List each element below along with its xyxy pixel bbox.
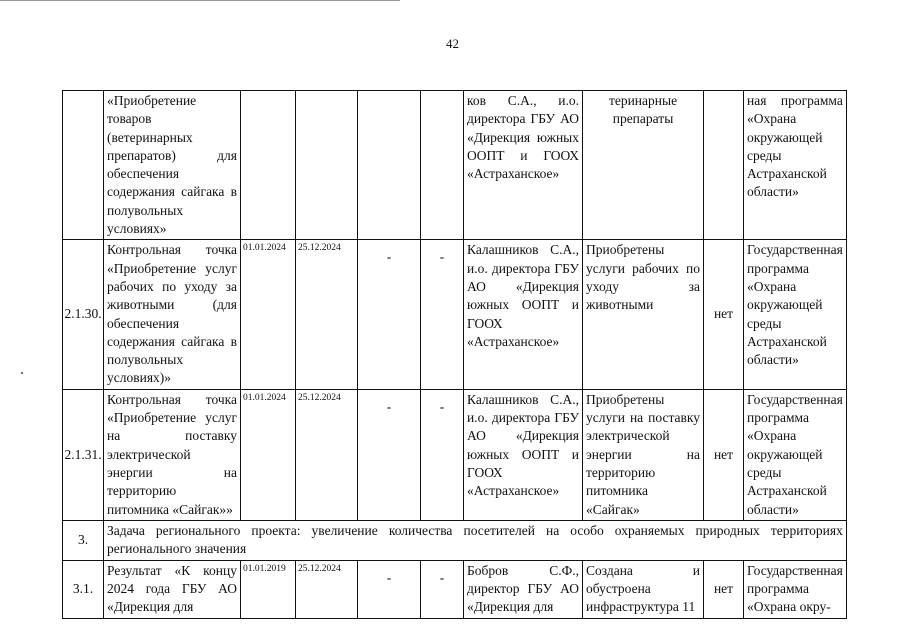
end-date: 25.12.2024 xyxy=(296,389,358,520)
flag xyxy=(704,91,744,240)
start-date: 01.01.2024 xyxy=(241,389,296,520)
event-name: «Приобретение товаров (ветеринарных препаратов) для обеспечения содержания сайгака в полувольных условиях» xyxy=(104,91,241,240)
task-text: Задача регионального проекта: увеличение количества посетителей на особо охраняемых природных территориях регионального значения xyxy=(104,520,847,560)
value-cell: - xyxy=(358,240,421,389)
table-row xyxy=(63,389,847,520)
responsible: ков С.А., и.о. директора ГБУ АО «Дирекция южных ООПТ и ГООХ «Астраханское» xyxy=(464,91,583,240)
end-date: 25.12.2024 xyxy=(296,240,358,389)
table-row xyxy=(63,91,847,240)
responsible: Калашников С.А., и.о. директора ГБУ АО «Дирекция южных ООПТ и ГООХ «Астраханское» xyxy=(464,240,583,389)
row-number: 2.1.30. xyxy=(63,240,104,389)
flag: нет xyxy=(704,240,744,389)
event-name: Результат «К концу 2024 года ГБУ АО «Дирекция для xyxy=(104,560,241,618)
value-cell: - xyxy=(358,560,421,618)
row-number xyxy=(63,91,104,240)
value-cell xyxy=(358,91,421,240)
table-row xyxy=(63,560,847,618)
scan-speck xyxy=(21,372,23,374)
value-cell: - xyxy=(421,560,464,618)
program: Государственная программа «Охрана окружающей среды Астраханской области» xyxy=(744,240,847,389)
flag: нет xyxy=(704,389,744,520)
flag: нет xyxy=(704,560,744,618)
value-cell: - xyxy=(421,389,464,520)
result: Приобретены услуги рабочих по уходу за животными xyxy=(583,240,704,389)
result: теринарные препараты xyxy=(583,91,704,240)
value-cell xyxy=(421,91,464,240)
event-name: Контрольная точка «Приобретение услуг рабочих по уходу за животными (для обеспечения содержания сайгака в полувольных условиях)» xyxy=(104,240,241,389)
responsible: Бобров С.Ф., директор ГБУ АО «Дирекция для xyxy=(464,560,583,618)
value-cell: - xyxy=(421,240,464,389)
value-cell: - xyxy=(358,389,421,520)
plan-table xyxy=(62,90,847,619)
end-date: 25.12.2024 xyxy=(296,560,358,618)
row-number: 2.1.31. xyxy=(63,389,104,520)
top-rule xyxy=(0,0,400,1)
start-date xyxy=(241,91,296,240)
start-date: 01.01.2019 xyxy=(241,560,296,618)
responsible: Калашников С.А., и.о. директора ГБУ АО «Дирекция южных ООПТ и ГООХ «Астраханское» xyxy=(464,389,583,520)
task-number: 3. xyxy=(63,520,104,560)
program: ная программа «Охрана окружающей среды Астраханской области» xyxy=(744,91,847,240)
end-date xyxy=(296,91,358,240)
row-number: 3.1. xyxy=(63,560,104,618)
event-name: Контрольная точка «Приобретение услуг на поставку электрической энергии на территорию питомника «Сайгак»» xyxy=(104,389,241,520)
program: Государственная программа «Охрана окру- xyxy=(744,560,847,618)
page-number: 42 xyxy=(446,36,459,51)
task-row xyxy=(63,520,847,560)
result: Создана и обустроена инфраструктура 11 xyxy=(583,560,704,618)
table-row xyxy=(63,240,847,389)
result: Приобретены услуги на поставку электрической энергии на территорию питомника «Сайгак» xyxy=(583,389,704,520)
start-date: 01.01.2024 xyxy=(241,240,296,389)
program: Государственная программа «Охрана окружающей среды Астраханской области» xyxy=(744,389,847,520)
